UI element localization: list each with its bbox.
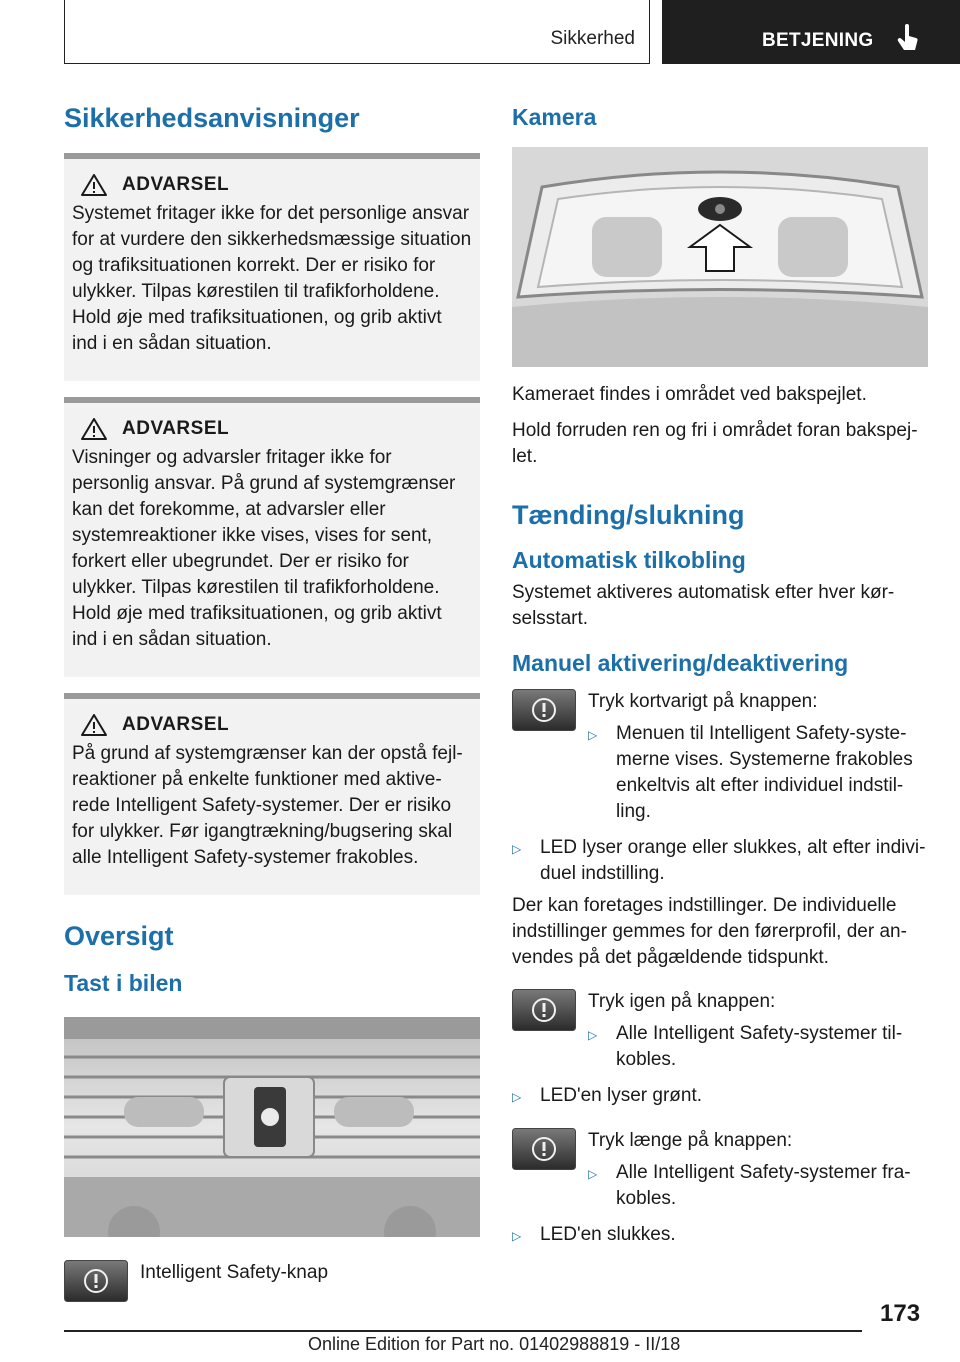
button-in-car-subtitle: Tast i bilen (64, 970, 183, 996)
step-short-press-text: Tryk kortvarigt på knappen: (588, 691, 818, 712)
warning-text: Visninger og advarsler fritager ikke for personlig ansvar. På grund af systemgrænser kan det forekomme, at advarsler eller systemreaktioner ikke vises, vises for sent, forkert eller ubegrundet. Der er risiko for ulykker. Tilpas kørestilen til trafikforholdene. Hold øje med trafiksituationen, og grib aktivt ind i en sådan situation. (72, 447, 456, 650)
warning-triangle-icon (80, 417, 108, 441)
list-item-text: Alle Intelligent Safety-systemer frakobles. (616, 1162, 911, 1209)
triangle-bullet-icon: ▷ (588, 1167, 598, 1181)
automatic-activation-text: Systemet aktiveres automatisk efter hver kørselsstart. (512, 582, 895, 629)
list-item-text: LED'en slukkes. (540, 1224, 676, 1245)
step-press-again-text: Tryk igen på knappen: (588, 991, 776, 1012)
header-chapter-label: BETJENING (762, 30, 874, 51)
camera-title: Kamera (512, 104, 597, 130)
warning-label: ADVARSEL (122, 174, 230, 195)
automatic-activation-title: Automatisk tilkobling (512, 547, 746, 573)
settings-text: Der kan foretages indstillinger. De individuelle indstillinger gemmes for den førerprofil, der anvendes på det pågældende tidspunkt. (512, 895, 907, 968)
warning-box (64, 153, 480, 381)
list-item (588, 721, 928, 825)
footer-divider (64, 1330, 862, 1332)
button-caption-row (64, 1260, 480, 1302)
list-item (588, 1021, 928, 1073)
step-long-press (512, 1128, 928, 1212)
header-chapter-tab (662, 0, 960, 64)
dashboard-button-photo (64, 1017, 480, 1237)
warning-label: ADVARSEL (122, 418, 230, 439)
list-item-text: Menuen til Intelligent Safety-systemerne vises. Systemerne frakobles enkeltvis alt efter individuel indstilling. (616, 723, 913, 822)
warning-text: På grund af systemgrænser kan der opstå fejlreaktioner på enkelte funktioner med aktiverede Intelligent Safety-systemer. Der er risiko for ulykker. Før igangtrækning/bugsering skal alle Intelligent Safety-systemer frakobles. (72, 743, 463, 868)
footer-edition-text: Online Edition for Part no. 01402988819 - II/18 (308, 1334, 681, 1354)
camera-location-text: Kameraet findes i området ved bakspejlet. (512, 384, 867, 405)
list-item (512, 835, 928, 887)
triangle-bullet-icon: ▷ (588, 1028, 598, 1042)
triangle-bullet-icon: ▷ (588, 728, 598, 742)
intelligent-safety-button-icon (512, 689, 576, 731)
step-long-press-text: Tryk længe på knappen: (588, 1130, 793, 1151)
list-item-text: Alle Intelligent Safety-systemer tilkobles. (616, 1023, 903, 1070)
camera-clean-windshield-text: Hold forruden ren og fri i området foran bakspejlet. (512, 420, 918, 467)
page-number: 173 (880, 1300, 921, 1327)
list-item-text: LED lyser orange eller slukkes, alt efter individuel indstilling. (540, 837, 926, 884)
warning-box (64, 397, 480, 677)
left-column (64, 100, 480, 1302)
overview-title: Oversigt (64, 921, 174, 951)
list-item (588, 1160, 928, 1212)
header-section-title: Sikkerhed (550, 28, 635, 49)
warning-triangle-icon (80, 173, 108, 197)
step-short-press (512, 689, 928, 825)
safety-instructions-title: Sikkerhedsanvisninger (64, 103, 360, 133)
manual-activation-title: Manuel aktivering/deaktivering (512, 650, 849, 676)
hand-pointer-icon (896, 24, 920, 52)
step-press-again (512, 989, 928, 1073)
triangle-bullet-icon: ▷ (512, 1229, 522, 1243)
on-off-title: Tænding/slukning (512, 500, 745, 530)
intelligent-safety-button-icon (512, 989, 576, 1031)
page-header (0, 0, 960, 66)
triangle-bullet-icon: ▷ (512, 842, 522, 856)
camera-rear-view-photo (512, 147, 928, 367)
triangle-bullet-icon: ▷ (512, 1090, 522, 1104)
header-section-box (64, 0, 650, 64)
warning-label: ADVARSEL (122, 714, 230, 735)
list-item-text: LED'en lyser grønt. (540, 1085, 703, 1106)
list-item (512, 1222, 928, 1249)
warning-triangle-icon (80, 713, 108, 737)
intelligent-safety-button-icon (64, 1260, 128, 1302)
right-column (512, 100, 928, 1249)
warning-text: Systemet fritager ikke for det personlige ansvar for at vurdere den sikkerhedsmæssige situation og trafiksituationen korrekt. Der er risiko for ulykker. Tilpas kørestilen til trafikforholdene. Hold øje med trafiksituationen, og grib aktivt ind i en sådan situation. (72, 203, 472, 354)
intelligent-safety-button-caption: Intelligent Safety-knap (140, 1262, 329, 1283)
intelligent-safety-button-icon (512, 1128, 576, 1170)
list-item (512, 1083, 928, 1110)
warning-box (64, 693, 480, 895)
